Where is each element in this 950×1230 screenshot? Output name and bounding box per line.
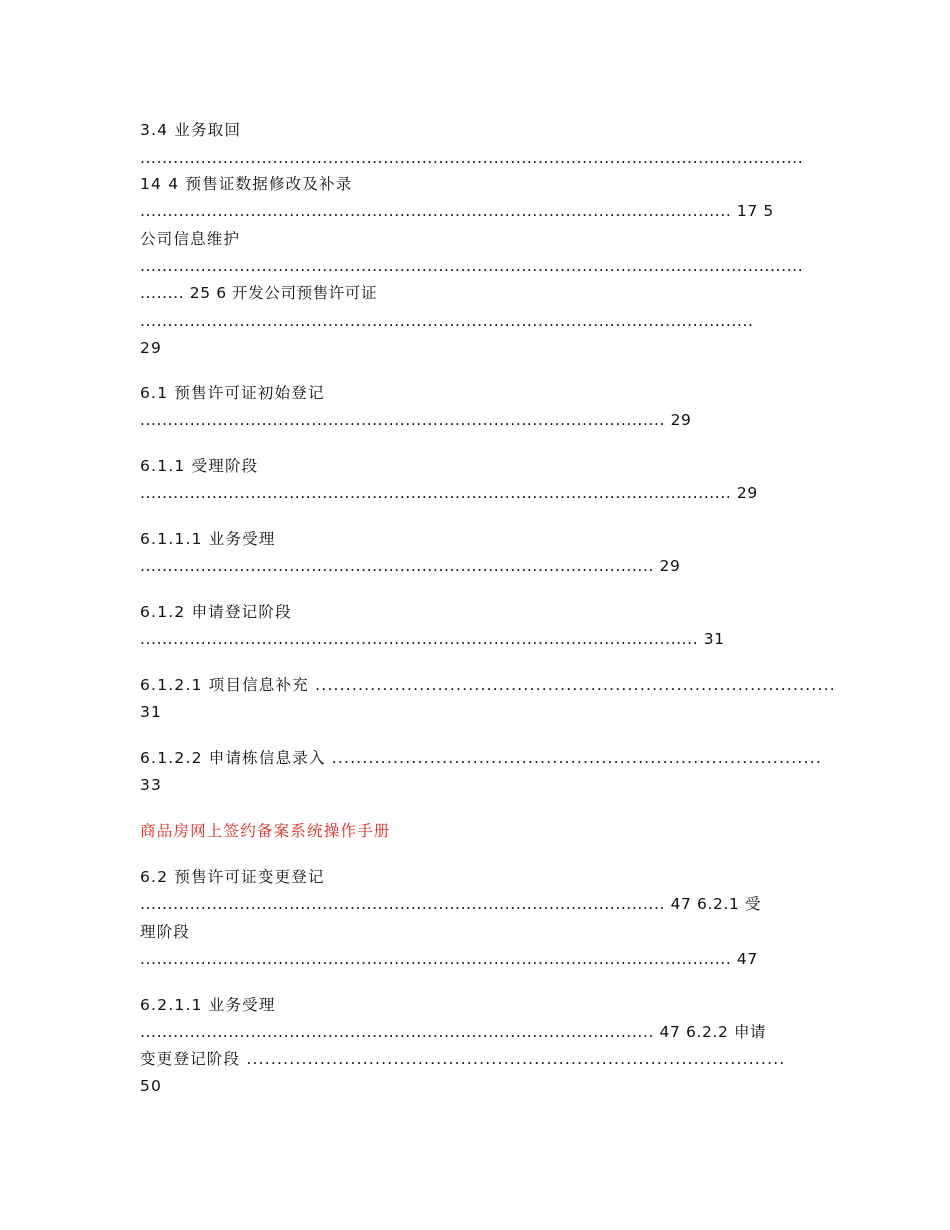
toc-leader-dots: ............................................................................................... 47 6.2.1 受 [140, 895, 762, 913]
toc-leader-dots: ........................................................................................................... 17 5 [140, 202, 774, 220]
toc-entry-6-1: 6.1 预售许可证初始登记 [140, 384, 325, 402]
toc-leader-dots: ..................................................................................................... 31 [140, 630, 725, 648]
toc-entry-6-1-1-1: 6.1.1.1 业务受理 [140, 530, 276, 548]
toc-entry-6-1-2: 6.1.2 申请登记阶段 [140, 603, 292, 621]
toc-leader-dots: ........................................................................................................................ [140, 257, 804, 275]
toc-entry-6-1-1: 6.1.1 受理阶段 [140, 457, 259, 475]
toc-page-number: 29 [140, 339, 163, 357]
toc-leader-dots: ............................................................................................... 29 [140, 411, 692, 429]
toc-leader-dots: ............................................................................................. 29 [140, 557, 681, 575]
toc-entry-6-1-2-2: 6.1.2.2 申请栋信息录入 ................................................................................ [140, 749, 822, 767]
toc-leader-dots: ........................................................................................................... 29 [140, 484, 758, 502]
toc-entry-3-4: 3.4 业务取回 [140, 121, 242, 139]
toc-entry-6-2: 6.2 预售许可证变更登记 [140, 868, 325, 886]
toc-entry-continued: 变更登记阶段 ........................................................................................ [140, 1050, 786, 1068]
toc-entry-6: ........ 25 6 开发公司预售许可证 [140, 284, 378, 302]
toc-leader-dots: ........................................................................................................... 47 [140, 950, 758, 968]
toc-leader-dots: ............................................................................................................... [140, 312, 754, 330]
toc-page-number: 50 [140, 1077, 163, 1095]
toc-page-number: 33 [140, 776, 163, 794]
toc-entry-6-2-1-1: 6.2.1.1 业务受理 [140, 996, 276, 1014]
toc-leader-dots: ............................................................................................. 47 6.2.2 申请 [140, 1023, 767, 1041]
toc-page-number: 31 [140, 703, 163, 721]
toc-entry-5: 公司信息维护 [140, 230, 241, 248]
toc-entry-6-1-2-1: 6.1.2.1 项目信息补充 ..................................................................................... [140, 676, 836, 694]
toc-entry-4: 14 4 预售证数据修改及补录 [140, 175, 353, 193]
running-header: 商品房网上签约备案系统操作手册 [140, 822, 391, 840]
toc-entry-continued: 理阶段 [140, 923, 191, 941]
toc-leader-dots: ........................................................................................................................ [140, 149, 804, 167]
